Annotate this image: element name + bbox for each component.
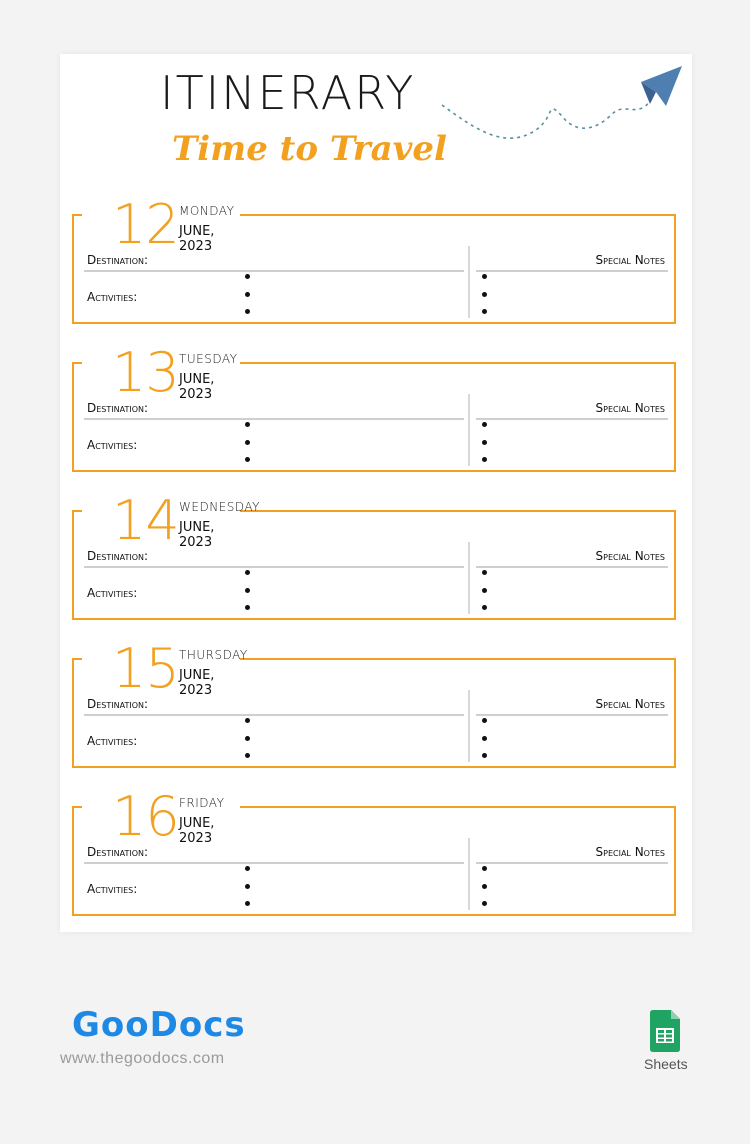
- activities-label: Activities:: [87, 734, 138, 748]
- destination-label: Destination:: [87, 697, 149, 711]
- column-divider: [468, 246, 470, 318]
- note-bullet: [482, 292, 487, 297]
- weekday: THURSDAY: [179, 648, 248, 662]
- destination-line[interactable]: [84, 566, 464, 568]
- day-number: 12: [112, 193, 179, 256]
- activity-bullet: [245, 736, 250, 741]
- activity-bullet: [245, 753, 250, 758]
- note-bullet: [482, 457, 487, 462]
- month-year: JUNE, 2023: [179, 224, 215, 254]
- day-number: 15: [112, 637, 179, 700]
- activity-bullet: [245, 570, 250, 575]
- destination-line[interactable]: [84, 418, 464, 420]
- note-bullet: [482, 440, 487, 445]
- date-block: [82, 489, 260, 552]
- weekday: WEDNESDAY: [179, 500, 260, 514]
- day-entry: [60, 193, 692, 336]
- note-bullet: [482, 753, 487, 758]
- activity-bullet: [245, 605, 250, 610]
- special-notes-label: Special Notes: [595, 697, 665, 711]
- column-divider: [468, 542, 470, 614]
- destination-label: Destination:: [87, 549, 149, 563]
- day-entry: [60, 341, 692, 484]
- date-block: [82, 785, 240, 848]
- special-notes-label: Special Notes: [595, 401, 665, 415]
- activities-label: Activities:: [87, 882, 138, 896]
- day-entry: [60, 637, 692, 780]
- special-notes-label: Special Notes: [595, 845, 665, 859]
- sheets-label: Sheets: [644, 1056, 688, 1072]
- destination-label: Destination:: [87, 401, 149, 415]
- month-year: JUNE, 2023: [179, 372, 215, 402]
- day-number: 13: [112, 341, 179, 404]
- column-divider: [468, 690, 470, 762]
- page-title: ITINERARY: [160, 66, 416, 120]
- month-year: JUNE, 2023: [179, 816, 215, 846]
- destination-line[interactable]: [84, 270, 464, 272]
- activity-bullet: [245, 866, 250, 871]
- note-bullet: [482, 570, 487, 575]
- weekday: TUESDAY: [179, 352, 238, 366]
- column-divider: [468, 394, 470, 466]
- note-bullet: [482, 866, 487, 871]
- activities-label: Activities:: [87, 290, 138, 304]
- google-sheets-icon: [650, 1010, 680, 1052]
- weekday: MONDAY: [179, 204, 235, 218]
- destination-label: Destination:: [87, 253, 149, 267]
- day-number: 16: [112, 785, 179, 848]
- note-bullet: [482, 309, 487, 314]
- destination-line[interactable]: [84, 862, 464, 864]
- activity-bullet: [245, 588, 250, 593]
- destination-label: Destination:: [87, 845, 149, 859]
- activity-bullet: [245, 718, 250, 723]
- note-bullet: [482, 718, 487, 723]
- day-entry: [60, 489, 692, 632]
- activities-label: Activities:: [87, 438, 138, 452]
- month-year: JUNE, 2023: [179, 520, 215, 550]
- activities-label: Activities:: [87, 586, 138, 600]
- column-divider: [468, 838, 470, 910]
- date-block: [82, 637, 248, 700]
- destination-line[interactable]: [84, 714, 464, 716]
- activity-bullet: [245, 274, 250, 279]
- month-year: JUNE, 2023: [179, 668, 215, 698]
- activity-bullet: [245, 901, 250, 906]
- notes-line[interactable]: [476, 418, 668, 420]
- activity-bullet: [245, 422, 250, 427]
- notes-line[interactable]: [476, 714, 668, 716]
- date-block: [82, 193, 240, 256]
- page-subtitle: Time to Travel: [172, 129, 447, 169]
- note-bullet: [482, 274, 487, 279]
- goodocs-logo: GooDocs: [72, 1005, 246, 1045]
- weekday: FRIDAY: [179, 796, 225, 810]
- notes-line[interactable]: [476, 566, 668, 568]
- activity-bullet: [245, 884, 250, 889]
- day-entry: [60, 785, 692, 928]
- note-bullet: [482, 901, 487, 906]
- activity-bullet: [245, 292, 250, 297]
- paper-plane-icon: [436, 60, 686, 160]
- notes-line[interactable]: [476, 862, 668, 864]
- note-bullet: [482, 736, 487, 741]
- activity-bullet: [245, 457, 250, 462]
- note-bullet: [482, 884, 487, 889]
- note-bullet: [482, 605, 487, 610]
- special-notes-label: Special Notes: [595, 549, 665, 563]
- note-bullet: [482, 422, 487, 427]
- special-notes-label: Special Notes: [595, 253, 665, 267]
- activity-bullet: [245, 440, 250, 445]
- notes-line[interactable]: [476, 270, 668, 272]
- activity-bullet: [245, 309, 250, 314]
- brand-url: www.thegoodocs.com: [60, 1050, 225, 1067]
- date-block: [82, 341, 240, 404]
- note-bullet: [482, 588, 487, 593]
- day-number: 14: [112, 489, 179, 552]
